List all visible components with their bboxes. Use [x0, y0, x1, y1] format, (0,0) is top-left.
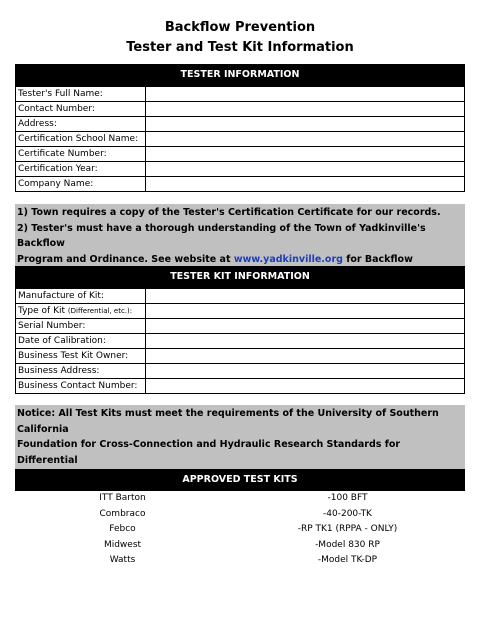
tester-kit-table [15, 288, 465, 394]
list-item [15, 538, 465, 554]
notice-line-2: Foundation for Cross-Connection and Hydraulic Research Standards for Differential [17, 439, 401, 466]
website-link[interactable]: www.yadkinville.org [233, 253, 343, 265]
table-row [16, 162, 465, 177]
kit-brand: ITT Barton [99, 493, 146, 503]
table-row [16, 349, 465, 364]
serial-number-label: Serial Number: [16, 319, 146, 334]
requirement-2: 2) Tester's must have a thorough understanding of the Town of Yadkinville's Backflow [17, 222, 426, 249]
certification-year-label: Certification Year: [16, 162, 146, 177]
calibration-date-field[interactable] [146, 334, 465, 349]
tester-info-table [15, 86, 465, 192]
kit-type-label-main: Type of Kit [18, 306, 65, 316]
business-contact-label: Business Contact Number: [16, 379, 146, 394]
kit-owner-label: Business Test Kit Owner: [16, 349, 146, 364]
certification-school-field[interactable] [146, 132, 465, 147]
approved-kits-header: APPROVED TEST KITS [15, 469, 465, 491]
company-name-field[interactable] [146, 177, 465, 192]
approved-kits-list [15, 491, 465, 569]
serial-number-field[interactable] [146, 319, 465, 334]
company-name-label: Company Name: [16, 177, 146, 192]
kit-manufacture-field[interactable] [146, 289, 465, 304]
tester-full-name-field[interactable] [146, 87, 465, 102]
kit-model: -RP TK1 (RPPA - ONLY) [297, 524, 398, 534]
contact-number-label: Contact Number: [16, 102, 146, 117]
kit-type-label-small: (Differential, etc.): [67, 307, 133, 315]
kit-owner-field[interactable] [146, 349, 465, 364]
kit-model: -40-200-TK [323, 508, 372, 519]
business-address-field[interactable] [146, 364, 465, 379]
requirement-1: 1) Town requires a copy of the Tester's Certification Certificate for our records. [17, 207, 441, 218]
requirement-text: Program and Ordinance. See website at [17, 253, 234, 265]
table-row [16, 117, 465, 132]
certification-year-field[interactable] [146, 162, 465, 177]
kit-brand: Febco [109, 524, 136, 534]
kit-manufacture-label: Manufacture of Kit: [16, 289, 146, 304]
kit-model: -100 BFT [327, 493, 368, 503]
table-row [16, 364, 465, 379]
table-row [16, 132, 465, 147]
kit-type-label [16, 304, 146, 319]
table-row [16, 147, 465, 162]
list-item [15, 522, 465, 538]
table-row [16, 319, 465, 334]
form-title-line1: Backflow Prevention [164, 20, 316, 35]
table-row [16, 177, 465, 192]
kit-brand: Midwest [103, 539, 142, 550]
business-contact-field[interactable] [146, 379, 465, 394]
table-row [16, 379, 465, 394]
list-item [15, 491, 465, 507]
list-item [15, 507, 465, 523]
tester-full-name-label: Tester's Full Name: [16, 87, 146, 102]
kit-model: -Model 830 RP [315, 539, 380, 550]
business-address-label: Business Address: [16, 364, 146, 379]
address-label: Address: [16, 117, 146, 132]
kit-type-field[interactable] [146, 304, 465, 319]
certification-school-label: Certification School Name: [16, 132, 146, 147]
form-title-line2: Tester and Test Kit Information [126, 40, 354, 55]
notice-line-1: Notice: All Test Kits must meet the requirements of the University of Southern California [17, 408, 439, 435]
kit-model: -Model TK-DP [317, 555, 378, 565]
requirement-text: for Backflow [346, 253, 413, 265]
calibration-date-label: Date of Calibration: [16, 334, 146, 349]
table-row [16, 289, 465, 304]
kit-brand: Watts [109, 555, 136, 565]
contact-number-field[interactable] [146, 102, 465, 117]
table-row [16, 304, 465, 319]
kit-brand: Combraco [99, 508, 146, 519]
list-item [15, 553, 465, 569]
table-row [16, 334, 465, 349]
certificate-number-label: Certificate Number: [16, 147, 146, 162]
table-row [16, 102, 465, 117]
certificate-number-field[interactable] [146, 147, 465, 162]
tester-kit-header: TESTER KIT INFORMATION [15, 266, 465, 288]
tester-info-header: TESTER INFORMATION [15, 64, 465, 86]
address-field[interactable] [146, 117, 465, 132]
table-row [16, 87, 465, 102]
